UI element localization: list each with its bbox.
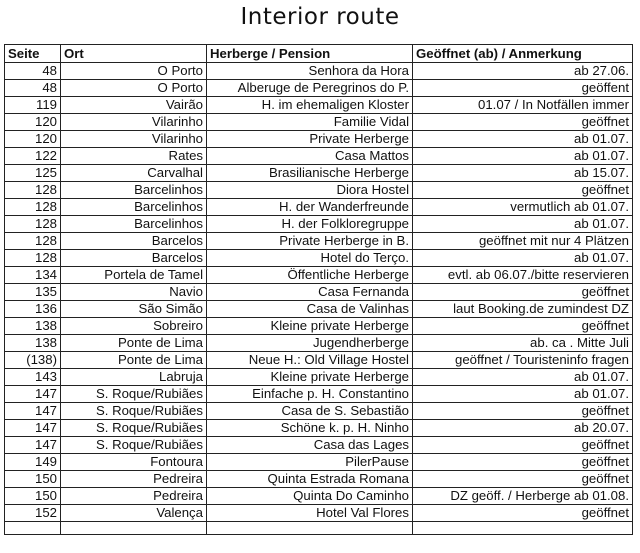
- cell-anmerkung: DZ geöff. / Herberge ab 01.08.: [413, 488, 633, 505]
- cell-herberge: Private Herberge: [207, 131, 413, 148]
- table-row: [5, 63, 633, 80]
- cell-anmerkung: geöffnet: [413, 437, 633, 454]
- cell-herberge: Casa das Lages: [207, 437, 413, 454]
- cell-seite: 134: [5, 267, 61, 284]
- table-row: [5, 250, 633, 267]
- cell-ort: Navio: [61, 284, 207, 301]
- cell-ort: Barcelinhos: [61, 199, 207, 216]
- cell-seite: 128: [5, 216, 61, 233]
- cell-herberge: Hotel do Terço.: [207, 250, 413, 267]
- cell-ort: Fontoura: [61, 454, 207, 471]
- cell-ort: S. Roque/Rubiães: [61, 420, 207, 437]
- cell-ort: Vilarinho: [61, 131, 207, 148]
- cell-seite: 135: [5, 284, 61, 301]
- cell-ort: Barcelos: [61, 250, 207, 267]
- cell-seite: 136: [5, 301, 61, 318]
- cell-anmerkung: 01.07 / In Notfällen immer: [413, 97, 633, 114]
- cell-anmerkung: geöffnet: [413, 471, 633, 488]
- cell-ort: Ponte de Lima: [61, 335, 207, 352]
- cell-herberge: PilerPause: [207, 454, 413, 471]
- cell-anmerkung: ab 20.07.: [413, 420, 633, 437]
- table-row: [5, 131, 633, 148]
- cell-anmerkung: ab 15.07.: [413, 165, 633, 182]
- cell-seite: 125: [5, 165, 61, 182]
- table-row: [5, 165, 633, 182]
- cell-ort: O Porto: [61, 63, 207, 80]
- cell-anmerkung: ab. ca . Mitte Juli: [413, 335, 633, 352]
- cell-herberge: Casa de S. Sebastião: [207, 403, 413, 420]
- cell-seite: (138): [5, 352, 61, 369]
- cell-seite: 138: [5, 318, 61, 335]
- cell-herberge: Senhora da Hora: [207, 63, 413, 80]
- cell-anmerkung: ab 01.07.: [413, 386, 633, 403]
- cell-seite: 152: [5, 505, 61, 522]
- cell-ort: Barcelinhos: [61, 216, 207, 233]
- table-row: [5, 284, 633, 301]
- route-table: [4, 44, 633, 535]
- cell-herberge: H. im ehemaligen Kloster: [207, 97, 413, 114]
- cell-anmerkung: geöffnet: [413, 114, 633, 131]
- cell-anmerkung: geöffnet: [413, 505, 633, 522]
- cell-seite: 128: [5, 182, 61, 199]
- cell-herberge: [207, 522, 413, 535]
- table-row: [5, 199, 633, 216]
- table-row: [5, 403, 633, 420]
- cell-seite: 143: [5, 369, 61, 386]
- table-row: [5, 233, 633, 250]
- cell-ort: Valença: [61, 505, 207, 522]
- cell-seite: 147: [5, 386, 61, 403]
- cell-anmerkung: laut Booking.de zumindest DZ: [413, 301, 633, 318]
- table-row: [5, 335, 633, 352]
- cell-anmerkung: ab 01.07.: [413, 250, 633, 267]
- cell-ort: São Simão: [61, 301, 207, 318]
- cell-ort: S. Roque/Rubiães: [61, 386, 207, 403]
- cell-anmerkung: ab 01.07.: [413, 148, 633, 165]
- table-row: [5, 369, 633, 386]
- cell-anmerkung: [413, 522, 633, 535]
- cell-herberge: Quinta Do Caminho: [207, 488, 413, 505]
- table-row: [5, 97, 633, 114]
- cell-seite: 150: [5, 471, 61, 488]
- table-row: [5, 505, 633, 522]
- table-row: [5, 182, 633, 199]
- cell-seite: 120: [5, 114, 61, 131]
- cell-anmerkung: geöffnet: [413, 318, 633, 335]
- cell-seite: 48: [5, 80, 61, 97]
- cell-anmerkung: ab 01.07.: [413, 131, 633, 148]
- cell-anmerkung: ab 01.07.: [413, 369, 633, 386]
- page-title: Interior route: [240, 4, 400, 30]
- cell-ort: Carvalhal: [61, 165, 207, 182]
- cell-ort: Pedreira: [61, 488, 207, 505]
- cell-herberge: Familie Vidal: [207, 114, 413, 131]
- cell-herberge: Jugendherberge: [207, 335, 413, 352]
- cell-ort: Vairão: [61, 97, 207, 114]
- cell-seite: 120: [5, 131, 61, 148]
- cell-ort: S. Roque/Rubiães: [61, 403, 207, 420]
- cell-seite: 149: [5, 454, 61, 471]
- cell-anmerkung: vermutlich ab 01.07.: [413, 199, 633, 216]
- table-row: [5, 216, 633, 233]
- cell-herberge: Private Herberge in B.: [207, 233, 413, 250]
- cell-anmerkung: geöffnet: [413, 182, 633, 199]
- cell-anmerkung: geöffnet: [413, 403, 633, 420]
- cell-anmerkung: ab 01.07.: [413, 216, 633, 233]
- cell-ort: Rates: [61, 148, 207, 165]
- cell-herberge: Kleine private Herberge: [207, 318, 413, 335]
- cell-ort: Barcelinhos: [61, 182, 207, 199]
- cell-seite: 128: [5, 199, 61, 216]
- table-row: [5, 80, 633, 97]
- cell-ort: Pedreira: [61, 471, 207, 488]
- cell-herberge: H. der Folkloregruppe: [207, 216, 413, 233]
- cell-herberge: Brasilianische Herberge: [207, 165, 413, 182]
- cell-seite: 150: [5, 488, 61, 505]
- cell-seite: 128: [5, 233, 61, 250]
- column-header-seite: Seite: [5, 45, 61, 63]
- cell-seite: 147: [5, 403, 61, 420]
- cell-seite: 128: [5, 250, 61, 267]
- cell-herberge: Neue H.: Old Village Hostel: [207, 352, 413, 369]
- cell-herberge: Diora Hostel: [207, 182, 413, 199]
- cell-ort: O Porto: [61, 80, 207, 97]
- cell-ort: Ponte de Lima: [61, 352, 207, 369]
- cell-herberge: Hotel Val Flores: [207, 505, 413, 522]
- cell-anmerkung: geöffent: [413, 80, 633, 97]
- cell-anmerkung: geöffnet: [413, 284, 633, 301]
- cell-herberge: H. der Wanderfreunde: [207, 199, 413, 216]
- cell-seite: 48: [5, 63, 61, 80]
- cell-anmerkung: geöffnet mit nur 4 Plätzen: [413, 233, 633, 250]
- cell-anmerkung: evtl. ab 06.07./bitte reservieren: [413, 267, 633, 284]
- table-header-row: [5, 45, 633, 63]
- cell-herberge: Casa Mattos: [207, 148, 413, 165]
- table-row: [5, 437, 633, 454]
- table-row: [5, 114, 633, 131]
- table-row: [5, 420, 633, 437]
- table-row: [5, 352, 633, 369]
- cell-herberge: Alberuge de Peregrinos do P.: [207, 80, 413, 97]
- cell-herberge: Kleine private Herberge: [207, 369, 413, 386]
- cell-ort: Labruja: [61, 369, 207, 386]
- cell-anmerkung: geöffnet: [413, 454, 633, 471]
- table-row: [5, 301, 633, 318]
- cell-ort: [61, 522, 207, 535]
- cell-seite: 147: [5, 420, 61, 437]
- cell-herberge: Öffentliche Herberge: [207, 267, 413, 284]
- cell-herberge: Quinta Estrada Romana: [207, 471, 413, 488]
- column-header-anmerkung: Geöffnet (ab) / Anmerkung: [413, 45, 633, 63]
- cell-seite: 138: [5, 335, 61, 352]
- cell-ort: Barcelos: [61, 233, 207, 250]
- cell-herberge: Casa Fernanda: [207, 284, 413, 301]
- cell-herberge: Einfache p. H. Constantino: [207, 386, 413, 403]
- cell-seite: 147: [5, 437, 61, 454]
- column-header-herberge: Herberge / Pension: [207, 45, 413, 63]
- table-body: [5, 63, 633, 535]
- column-header-ort: Ort: [61, 45, 207, 63]
- cell-seite: 122: [5, 148, 61, 165]
- table-row: [5, 471, 633, 488]
- table-row: [5, 318, 633, 335]
- cell-ort: Sobreiro: [61, 318, 207, 335]
- cell-seite: [5, 522, 61, 535]
- cell-ort: S. Roque/Rubiães: [61, 437, 207, 454]
- table-row: [5, 267, 633, 284]
- cell-herberge: Casa de Valinhas: [207, 301, 413, 318]
- table-row: [5, 148, 633, 165]
- cell-anmerkung: ab 27.06.: [413, 63, 633, 80]
- table-row-empty: [5, 522, 633, 535]
- cell-seite: 119: [5, 97, 61, 114]
- cell-herberge: Schöne k. p. H. Ninho: [207, 420, 413, 437]
- cell-ort: Vilarinho: [61, 114, 207, 131]
- cell-anmerkung: geöffnet / Touristeninfo fragen: [413, 352, 633, 369]
- table-row: [5, 386, 633, 403]
- table-row: [5, 488, 633, 505]
- cell-ort: Portela de Tamel: [61, 267, 207, 284]
- table-row: [5, 454, 633, 471]
